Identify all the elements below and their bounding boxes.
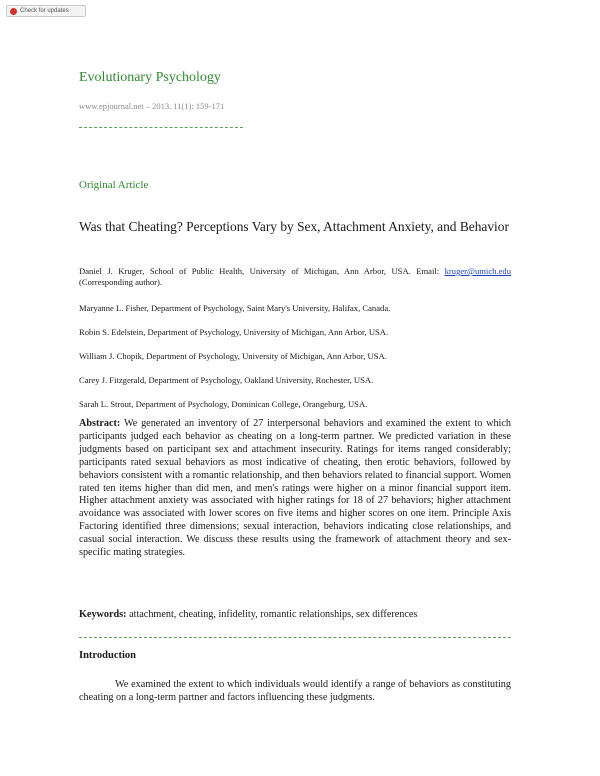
author-text: Daniel J. Kruger, School of Public Health, University of Michigan, Ann Arbor, USA. Email:	[79, 266, 440, 276]
author-email-link[interactable]: kruger@umich.edu	[444, 266, 511, 276]
check-for-updates-badge[interactable]	[6, 5, 86, 17]
author-affiliation-3: Robin S. Edelstein, Department of Psychology, University of Michigan, Ann Arbor, USA.	[79, 327, 389, 337]
update-icon	[10, 8, 17, 15]
introduction-heading: Introduction	[79, 650, 136, 661]
keywords-text: attachment, cheating, infidelity, romantic relationships, sex differences	[129, 609, 418, 620]
keywords-label: Keywords:	[79, 609, 127, 620]
author-note: (Corresponding author).	[79, 277, 163, 287]
journal-citation: www.epjournal.net – 2013. 11(1): 159-171	[79, 101, 225, 111]
author-affiliation-6: Sarah L. Strout, Department of Psychology, Dominican College, Orangeburg, USA.	[79, 399, 368, 409]
author-affiliation-2: Maryanne L. Fisher, Department of Psychology, Saint Mary's University, Halifax, Canada.	[79, 303, 391, 313]
abstract-label: Abstract:	[79, 418, 121, 429]
author-affiliation-5: Carey J. Fitzgerald, Department of Psychology, Oakland University, Rochester, USA.	[79, 375, 374, 385]
badge-label: Check for updates	[20, 8, 69, 14]
abstract	[79, 418, 511, 560]
keywords	[79, 609, 511, 620]
header-divider	[79, 127, 243, 128]
journal-name: Evolutionary Psychology	[79, 70, 221, 85]
article-type: Original Article	[79, 179, 149, 191]
paper-title: Was that Cheating? Perceptions Vary by Sex, Attachment Anxiety, and Behavior	[79, 219, 509, 234]
introduction-text: We examined the extent to which individuals would identify a range of behaviors as constituting cheating on a long-term partner and factors influencing these judgments.	[79, 679, 511, 703]
section-divider	[79, 637, 511, 638]
author-affiliation-4: William J. Chopik, Department of Psychology, University of Michigan, Ann Arbor, USA.	[79, 351, 387, 361]
abstract-text: We generated an inventory of 27 interpersonal behaviors and examined the extent to which participants judged each behavior as cheating on a long-term partner. We predicted variation in these judgments based on participant sex and attachment insecurity. Ratings for items ranged considerably; participants rated sexual behaviors as most indicative of cheating, then erotic behaviors, followed by behaviors consistent with a romantic relationship, and then behaviors related to financial support. Women rated ten items higher than did men, and men's ratings were higher on a minor financial support item. Higher attachment anxiety was associated with higher ratings for 18 of 27 behaviors; higher attachment avoidance was associated with lower scores on five items and higher scores on one item. Principle Axis Factoring identified three dimensions; sexual interaction, behaviors indicating close relationships, and casual social interaction. We discuss these results using the framework of attachment theory and sex-specific mating strategies.	[79, 418, 512, 559]
author-affiliation-1	[79, 266, 511, 288]
